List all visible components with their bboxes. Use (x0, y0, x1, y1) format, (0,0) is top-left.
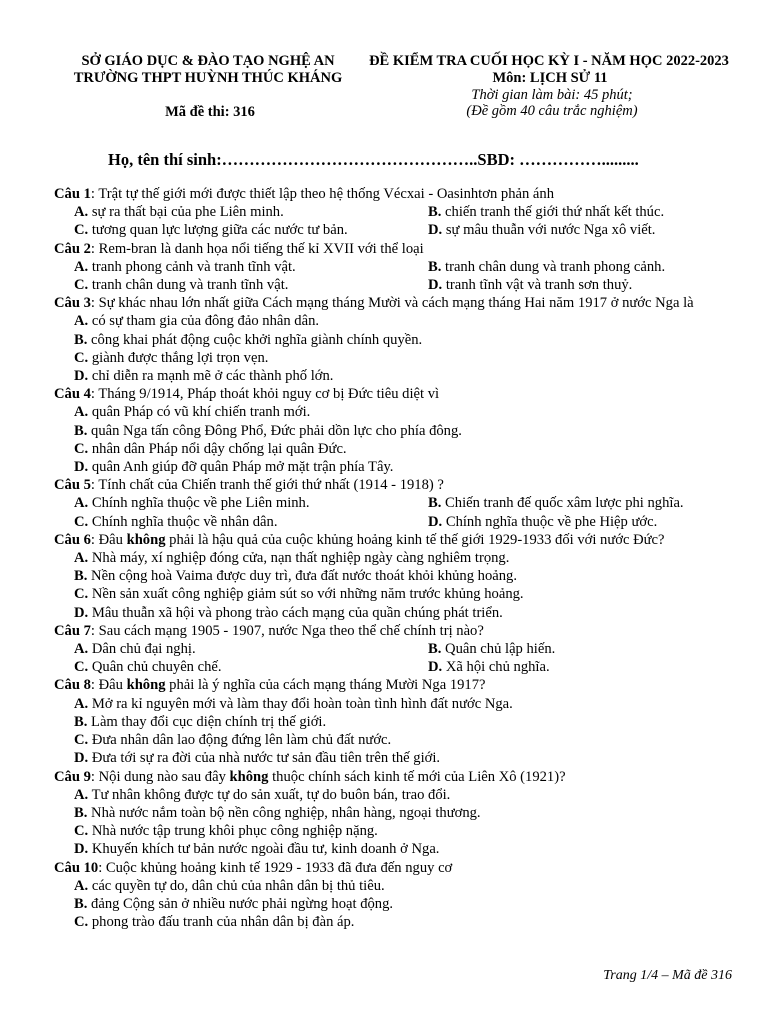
option-row (54, 258, 734, 276)
answer-option[interactable] (54, 786, 734, 804)
question-stem (54, 531, 734, 549)
option-text: tranh tĩnh vật và tranh sơn thuỷ. (442, 277, 633, 294)
option-text: các quyền tự do, dân chủ của nhân dân bị thủ tiêu. (88, 877, 385, 894)
option-label: D. (428, 277, 443, 294)
question-stem (54, 676, 734, 694)
question (54, 676, 734, 767)
option-label: C. (74, 440, 89, 457)
answer-option[interactable] (54, 403, 734, 421)
option-text: Mở ra kỉ nguyên mới và làm thay đổi hoàn toàn tình hình đất nước Nga. (88, 695, 513, 712)
option-text: Mâu thuẫn xã hội và phong trào cách mạng của quần chúng phát triển. (88, 604, 503, 621)
option-text: tranh phong cảnh và tranh tĩnh vật. (88, 258, 296, 275)
question-number: Câu 1 (54, 186, 91, 202)
option-text: Nền sản xuất công nghiệp giảm sút so với những năm trước khủng hoảng. (88, 586, 524, 603)
option-text: chỉ diễn ra mạnh mẽ ở các thành phố lớn. (88, 368, 334, 385)
option-text: Làm thay đổi cục diện chính trị thế giới. (87, 713, 327, 730)
option-label: D. (428, 222, 443, 239)
answer-option[interactable] (54, 895, 734, 913)
question-emphasis: không (126, 531, 166, 548)
answer-option[interactable] (54, 422, 734, 440)
question-text: : Sau cách mạng 1905 - 1907, nước Nga theo thể chế chính trị nào? (90, 622, 484, 639)
answer-option[interactable] (74, 494, 428, 512)
answer-option[interactable] (428, 658, 550, 676)
answer-option[interactable] (54, 749, 734, 767)
answer-option[interactable] (74, 276, 428, 294)
question-number: Câu 9 (54, 768, 91, 785)
option-text: Nền cộng hoà Vaima được duy trì, đưa đất nước thoát khỏi khủng hoảng. (87, 568, 517, 585)
answer-option[interactable] (54, 731, 734, 749)
option-text: Nhà máy, xí nghiệp đóng cửa, nạn thất nghiệp ngày càng nghiêm trọng. (88, 550, 510, 567)
option-text: quân Pháp có vũ khí chiến tranh mới. (88, 404, 311, 421)
option-label: C. (74, 222, 89, 239)
answer-option[interactable] (54, 549, 734, 567)
question-number: Câu 8 (54, 677, 91, 694)
question (54, 531, 734, 622)
question-stem (54, 385, 734, 403)
question-stem (54, 622, 734, 640)
option-text: đảng Cộng sản ở nhiều nước phải ngừng hoạt động. (87, 895, 394, 912)
answer-option[interactable] (54, 822, 734, 840)
answer-option[interactable] (54, 331, 734, 349)
answer-option[interactable] (54, 604, 734, 622)
option-text: tranh chân dung và tranh phong cảnh. (441, 258, 666, 275)
option-text: giành được thắng lợi trọn vẹn. (88, 349, 269, 366)
option-label: D. (74, 368, 89, 385)
option-text: quân Anh giúp đỡ quân Pháp mở mặt trận phía Tây. (88, 459, 394, 476)
option-label: C. (74, 349, 89, 366)
question-text: : Tháng 9/1914, Pháp thoát khỏi nguy cơ bị Đức tiêu diệt vì (90, 386, 440, 403)
option-label: B. (74, 713, 88, 730)
option-row (54, 203, 734, 221)
answer-option[interactable] (54, 367, 734, 385)
option-text: tranh chân dung và tranh tĩnh vật. (88, 277, 289, 294)
option-label: D. (74, 750, 89, 767)
option-label: A. (74, 404, 89, 421)
option-label: D. (428, 513, 443, 530)
option-text: phong trào đấu tranh của nhân dân bị đàn áp. (88, 914, 355, 931)
option-label: A. (74, 641, 89, 658)
option-label: C. (74, 914, 89, 931)
option-label: A. (74, 204, 89, 221)
exam-title: ĐỀ KIỂM TRA CUỐI HỌC KỲ I - NĂM HỌC 2022-2023 (369, 53, 729, 69)
option-label: D. (428, 659, 443, 676)
option-text: Đưa nhân dân lao động đứng lên làm chủ đất nước. (88, 732, 392, 749)
option-text: Nhà nước tập trung khôi phục công nghiệp nặng. (88, 823, 378, 840)
question-text: thuộc chính sách kinh tế mới của Liên Xô (1921)? (268, 768, 566, 785)
question-stem (54, 476, 734, 494)
option-label: B. (74, 895, 88, 912)
option-label: B. (428, 258, 442, 275)
question-number: Câu 3 (54, 295, 91, 312)
option-label: D. (74, 459, 89, 476)
option-label: B. (428, 204, 442, 221)
question-stem (54, 768, 734, 786)
question-stem (54, 859, 734, 877)
answer-option[interactable] (428, 276, 632, 294)
option-text: Chính nghĩa thuộc về phe Liên minh. (88, 495, 310, 512)
answer-option[interactable] (428, 640, 555, 658)
option-label: D. (74, 604, 89, 621)
answer-option[interactable] (428, 258, 665, 276)
question (54, 622, 734, 677)
answer-option[interactable] (54, 877, 734, 895)
question-text: phải là hậu quả của cuộc khủng hoảng kinh tế thế giới 1929-1933 đối với nước Đức? (165, 531, 665, 548)
option-row (54, 221, 734, 239)
answer-option[interactable] (428, 221, 655, 239)
answer-option[interactable] (74, 203, 428, 221)
answer-option[interactable] (428, 203, 664, 221)
question-number: Câu 5 (54, 477, 91, 494)
option-row (54, 494, 734, 512)
option-text: Quân chủ chuyên chế. (88, 659, 222, 676)
option-text: Quân chủ lập hiến. (441, 641, 556, 658)
question-list (54, 185, 734, 931)
page-footer: Trang 1/4 – Mã đề 316 (603, 968, 732, 983)
question-number: Câu 7 (54, 622, 91, 639)
question-stem (54, 240, 734, 258)
option-text: sự ra thất bại của phe Liên minh. (88, 204, 284, 221)
answer-option[interactable] (54, 458, 734, 476)
answer-option[interactable] (428, 494, 684, 512)
exam-note: (Đề gồm 40 câu trắc nghiệm) (466, 103, 638, 119)
school-name: TRƯỜNG THPT HUỲNH THÚC KHÁNG (73, 70, 343, 86)
option-text: nhân dân Pháp nổi dậy chống lại quân Đức. (88, 440, 347, 457)
question-emphasis: không (229, 768, 269, 785)
question (54, 240, 734, 295)
answer-option[interactable] (74, 513, 428, 531)
option-text: có sự tham gia của đông đảo nhân dân. (88, 313, 320, 330)
answer-option[interactable] (74, 658, 428, 676)
answer-option[interactable] (54, 804, 734, 822)
option-label: B. (74, 331, 88, 348)
option-label: C. (74, 277, 89, 294)
option-row (54, 658, 734, 676)
question-text-pre: : Nội dung nào sau đây (90, 768, 230, 785)
question-emphasis: không (126, 677, 166, 694)
answer-option[interactable] (54, 695, 734, 713)
question-text: : Tính chất của Chiến tranh thế giới thứ nhất (1914 - 1918) ? (90, 477, 444, 494)
option-text: Chính nghĩa thuộc về nhân dân. (88, 513, 278, 530)
option-label: D. (74, 841, 89, 858)
question-number: Câu 6 (54, 531, 91, 548)
option-label: A. (74, 695, 89, 712)
option-text: Đưa tới sự ra đời của nhà nước tư sản đầu tiên trên thế giới. (88, 750, 441, 767)
option-label: B. (428, 641, 442, 658)
question-text-pre: : Đâu (90, 677, 127, 694)
option-label: C. (74, 823, 89, 840)
option-label: C. (74, 732, 89, 749)
answer-option[interactable] (74, 640, 428, 658)
answer-option[interactable] (54, 349, 734, 367)
question-number: Câu 2 (54, 240, 91, 257)
question (54, 185, 734, 240)
option-row (54, 513, 734, 531)
answer-option[interactable] (54, 840, 734, 858)
question (54, 768, 734, 859)
option-row (54, 640, 734, 658)
option-label: A. (74, 550, 89, 567)
option-text: Chính nghĩa thuộc về phe Hiệp ước. (442, 513, 658, 530)
option-label: B. (428, 495, 442, 512)
option-label: C. (74, 586, 89, 603)
question-stem (54, 294, 734, 312)
option-text: tương quan lực lượng giữa các nước tư bản. (88, 222, 348, 239)
question-number: Câu 4 (54, 386, 91, 403)
option-label: A. (74, 877, 89, 894)
answer-option[interactable] (54, 913, 734, 931)
option-text: Dân chủ đại nghị. (88, 641, 196, 658)
question-text: phải là ý nghĩa của cách mạng tháng Mười Nga 1917? (165, 677, 486, 694)
answer-option[interactable] (54, 312, 734, 330)
option-label: A. (74, 258, 89, 275)
question-text: : Rem-bran là danh họa nổi tiếng thế kỉ XVII với thể loại (90, 240, 424, 257)
option-label: A. (74, 786, 89, 803)
option-text: Khuyến khích tư bản nước ngoài đầu tư, kinh doanh ở Nga. (88, 841, 440, 858)
option-label: C. (74, 513, 89, 530)
student-info-line: Họ, tên thí sinh:………………………………………..SBD: ……………......... (108, 150, 639, 169)
option-label: B. (74, 568, 88, 585)
option-text: công khai phát động cuộc khởi nghĩa giành chính quyền. (87, 331, 423, 348)
option-text: Nhà nước nắm toàn bộ nền công nghiệp, nhân hàng, ngoại thương. (87, 804, 481, 821)
option-row (54, 276, 734, 294)
answer-option[interactable] (74, 258, 428, 276)
question (54, 385, 734, 476)
question (54, 294, 734, 385)
option-text: chiến tranh thế giới thứ nhất kết thúc. (441, 204, 665, 221)
answer-option[interactable] (74, 221, 428, 239)
answer-option[interactable] (54, 585, 734, 603)
option-text: Tư nhân không được tự do sản xuất, tự do buôn bán, trao đổi. (88, 786, 451, 803)
option-label: B. (74, 804, 88, 821)
question (54, 859, 734, 932)
option-label: A. (74, 495, 89, 512)
question-text: : Trật tự thế giới mới được thiết lập theo hệ thống Vécxai - Oasinhtơn phản ánh (90, 186, 554, 202)
question-stem (54, 185, 734, 203)
option-label: C. (74, 659, 89, 676)
department-name: SỞ GIÁO DỤC & ĐÀO TẠO NGHỆ AN (81, 53, 335, 69)
answer-option[interactable] (54, 440, 734, 458)
option-label: B. (74, 422, 88, 439)
exam-code: Mã đề thi: 316 (165, 104, 255, 120)
answer-option[interactable] (428, 513, 657, 531)
question (54, 476, 734, 531)
question-text: : Sự khác nhau lớn nhất giữa Cách mạng tháng Mười và cách mạng tháng Hai năm 1917 ở nước Nga là (90, 295, 694, 312)
answer-option[interactable] (54, 567, 734, 585)
question-text-pre: : Đâu (90, 531, 127, 548)
subject: Môn: LỊCH SỬ 11 (492, 70, 608, 86)
option-text: quân Nga tấn công Đông Phổ, Đức phải dồn lực cho phía đông. (87, 422, 462, 439)
option-text: Chiến tranh đế quốc xâm lược phi nghĩa. (441, 495, 684, 512)
question-number: Câu 10 (54, 859, 99, 876)
option-label: A. (74, 313, 89, 330)
time-limit: Thời gian làm bài: 45 phút; (471, 87, 633, 103)
answer-option[interactable] (54, 713, 734, 731)
option-text: sự mâu thuẫn với nước Nga xô viết. (442, 222, 656, 239)
question-text: : Cuộc khủng hoảng kinh tế 1929 - 1933 đã đưa đến nguy cơ (98, 859, 453, 876)
option-text: Xã hội chủ nghĩa. (442, 659, 550, 676)
